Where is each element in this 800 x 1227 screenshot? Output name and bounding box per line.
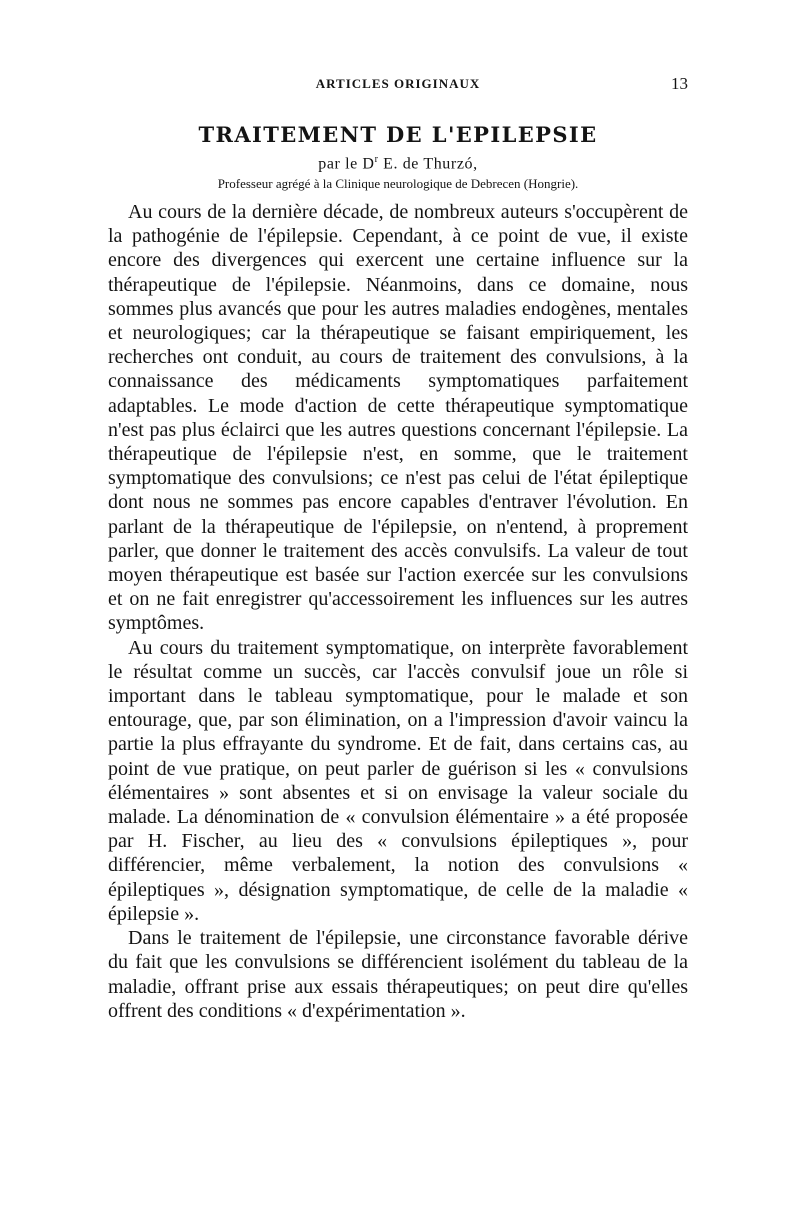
article-title: TRAITEMENT DE L'EPILEPSIE (198, 122, 598, 147)
page-number: 13 (671, 74, 688, 93)
paragraph-1: Au cours de la dernière décade, de nombreux auteurs s'occupèrent de la pathogénie de l'épilepsie. Cependant, à ce point de vue, il existe encore des divergences qui exercent une certaine influence sur la thérapeutique de l'épilepsie. Néanmoins, dans ce domaine, nous sommes plus avancés que pour les autres maladies endogènes, mentales et neurologiques; car la thérapeutique se faisant empiriquement, les recherches ont conduit, au cours de traitement des convulsions, à la connaissance des médicaments symptomatiques parfaitement adaptables. Le mode d'action de cette thérapeutique symptomatique n'est pas plus éclairci que les autres questions concernant l'épilepsie. La thérapeutique de l'épilepsie n'est, en somme, que le traitement symptomatique des convulsions; ce n'est pas celui de l'état épileptique dont nous ne sommes pas encore capables d'entraver l'évolution. En parlant de la thérapeutique de l'épilepsie, on n'entend, à proprement parler, que donner le traitement des accès convulsifs. La valeur de tout moyen thérapeutique est basée sur l'action exercée sur les convulsions et on ne fait enregistrer qu'accessoirement les influences sur les autres symptômes. (108, 201, 688, 635)
running-header (108, 76, 688, 96)
paragraph-2: Au cours du traitement symptomatique, on interprète favorablement le résultat comme un succès, car l'accès convulsif joue un rôle si important dans le tableau symptomatique, pour le malade et son entourage, que, par son élimination, on a l'impression d'avoir vaincu la partie la plus effrayante du syndrome. Et de fait, dans certains cas, au point de vue pratique, on peut parler de guérison si les « convulsions élémentaires » sont absentes et si on envisage la valeur sociale du malade. La dénomination de « convulsion élémentaire » a été proposée par H. Fischer, au lieu des « convulsions épileptiques », pour différencier, même verbalement, la notion des convulsions « épileptiques », désignation symptomatique, de celle de la maladie « épilepsie ». (108, 636, 688, 925)
running-title: ARTICLES ORIGINAUX (315, 76, 481, 91)
byline-sup: r (374, 154, 379, 165)
author-byline (108, 154, 688, 173)
byline-prefix: par le D (318, 155, 375, 173)
author-affiliation: Professeur agrégé à la Clinique neurologique de Debrecen (Hongrie). (217, 176, 579, 191)
author-name: E. de Thurzó, (378, 155, 478, 173)
paragraph-3: Dans le traitement de l'épilepsie, une circonstance favorable dérive du fait que les convulsions se différencient isolément du tableau de la maladie, offrant prise aux essais thérapeutiques; on peut dire qu'elles offrent des conditions « d'expérimentation ». (108, 927, 688, 1022)
article-body (108, 200, 688, 1130)
